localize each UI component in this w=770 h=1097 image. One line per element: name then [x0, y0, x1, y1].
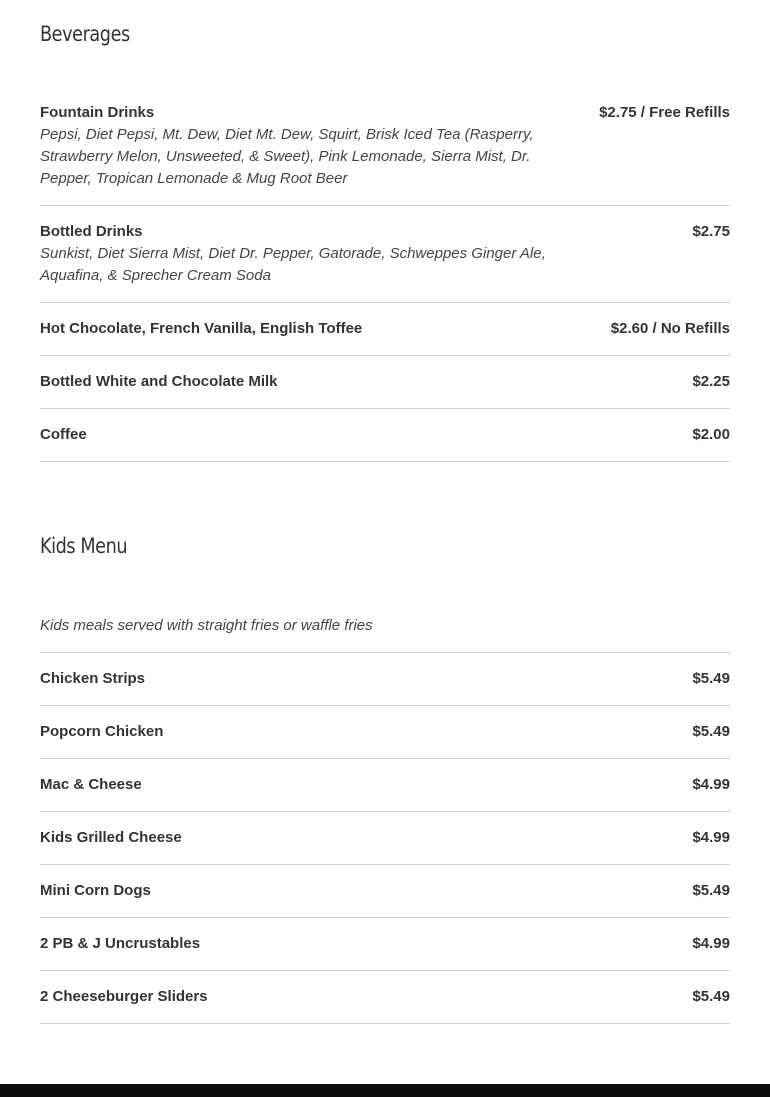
menu-item-chicken-strips — [40, 668, 730, 706]
menu-item-bottled-milk — [40, 371, 730, 409]
item-price: $2.60 / No Refills — [610, 320, 730, 337]
item-description: Sunkist, Diet Sierra Mist, Diet Dr. Pepper, Gatorade, Schweppes Ginger Ale, Aquafina, & Sprecher Cream Soda — [40, 245, 546, 284]
item-price: $4.99 — [692, 829, 730, 846]
menu-item-hot-chocolate — [40, 318, 730, 356]
item-price: $2.75 — [692, 223, 730, 240]
item-name: Kids Grilled Cheese — [40, 829, 182, 846]
item-price: $5.49 — [692, 988, 730, 1005]
item-price: $5.49 — [692, 723, 730, 740]
item-name: 2 Cheeseburger Sliders — [40, 988, 208, 1005]
section-title-kids-menu: Kids Menu — [40, 534, 128, 558]
menu-item-popcorn-chicken — [40, 721, 730, 759]
menu-item-mac-and-cheese — [40, 774, 730, 812]
item-price: $2.75 / Free Refills — [599, 104, 730, 121]
item-price: $5.49 — [692, 670, 730, 687]
kids-menu-note: Kids meals served with straight fries or waffle fries — [40, 617, 373, 634]
item-price: $4.99 — [692, 935, 730, 952]
item-price: $5.49 — [692, 882, 730, 899]
item-name: Fountain Drinks — [40, 104, 155, 121]
item-price: $2.25 — [692, 373, 730, 390]
menu-item-mini-corn-dogs — [40, 880, 730, 918]
section-title-beverages: Beverages — [40, 22, 130, 46]
item-price: $4.99 — [692, 776, 730, 793]
item-name: Coffee — [40, 426, 87, 443]
item-name: Bottled White and Chocolate Milk — [40, 373, 278, 390]
item-name: Chicken Strips — [40, 670, 146, 687]
footer-bar — [0, 1084, 770, 1097]
item-description: Pepsi, Diet Pepsi, Mt. Dew, Diet Mt. Dew, Squirt, Brisk Iced Tea (Rasperry, Strawberry Melon, Unsweeted, & Sweet), Pink Lemonade, Sierra Mist, Dr. Pepper, Tropican Lemonade & Mug Root Beer — [40, 126, 534, 187]
menu-item-fountain-drinks — [40, 102, 730, 206]
menu-item-coffee — [40, 424, 730, 462]
item-name: 2 PB & J Uncrustables — [40, 935, 201, 952]
menu-item-bottled-drinks — [40, 221, 730, 303]
item-name: Hot Chocolate, French Vanilla, English Toffee — [40, 320, 363, 337]
item-name: Mac & Cheese — [40, 776, 142, 793]
item-price: $2.00 — [692, 426, 730, 443]
kids-menu-note-row — [40, 615, 730, 653]
menu-item-pbj-uncrustables — [40, 933, 730, 971]
menu-item-kids-grilled-cheese — [40, 827, 730, 865]
menu-item-cheeseburger-sliders — [40, 986, 730, 1024]
item-name: Popcorn Chicken — [40, 723, 164, 740]
item-name: Bottled Drinks — [40, 223, 143, 240]
item-name: Mini Corn Dogs — [40, 882, 151, 899]
